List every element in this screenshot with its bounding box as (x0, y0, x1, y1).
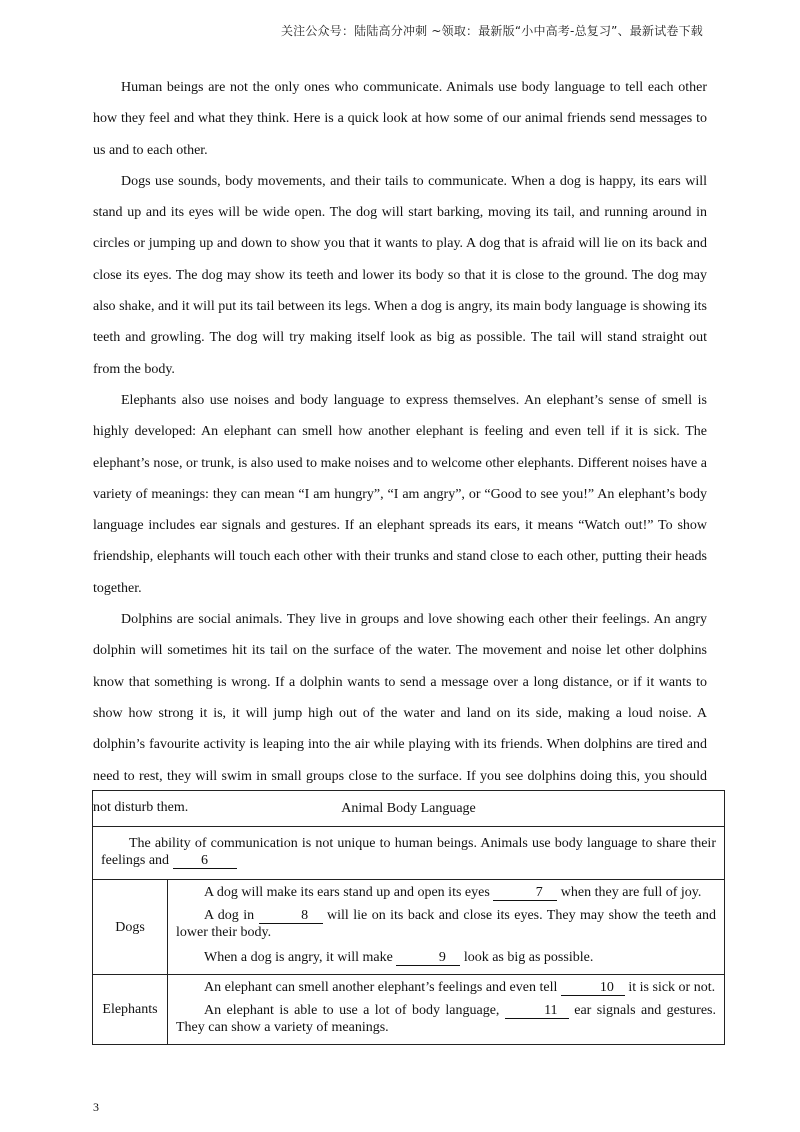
blank-11[interactable]: 11 (505, 1004, 569, 1019)
table-intro (93, 827, 725, 880)
elephants-line-1-end: it is sick or not. (628, 980, 716, 995)
blank-9[interactable]: 9 (396, 951, 460, 966)
page-header: 关注公众号：陆陆高分冲刺 ~领取：最新版“小中高考-总复习”、最新试卷下载 (280, 24, 703, 38)
animal-body-language-table (92, 790, 725, 1045)
blank-10[interactable]: 10 (561, 981, 625, 996)
dogs-line-1 (176, 884, 716, 901)
blank-8[interactable]: 8 (259, 909, 323, 924)
elephants-line-2-end: ear signals and gestures. They can show a variety of meanings. (176, 1003, 717, 1035)
page-number: 3 (93, 1100, 99, 1114)
elephants-line-1-text: An elephant can smell another elephant’s feelings and even tell (204, 980, 558, 995)
dogs-line-2 (176, 907, 716, 941)
intro-text: The ability of communication is not unique to human beings. Animals use body language to share their feelings and (101, 836, 716, 868)
table-title: Animal Body Language (93, 791, 725, 827)
elephants-content (168, 975, 725, 1045)
row-label-elephants: Elephants (93, 975, 168, 1045)
elephants-line-2 (176, 1002, 716, 1036)
dogs-line-3 (176, 949, 716, 966)
dogs-line-1-text: A dog will make its ears stand up and open its eyes (204, 885, 490, 900)
paragraph-dolphins: Dolphins are social animals. They live in groups and love showing each other their feelings. An angry dolphin will sometimes hit its tail on the surface of the water. The movement and noise let other dolphins know that something is wrong. If a dolphin wants to send a message over a long distance, or if it wants to show how strong it is, it will jump high out of the water and land on its side, making a loud noise. A dolphin’s favourite activity is leaping into the air while playing with its friends. When dolphins are tired and need to rest, they will swim in small groups close to the surface. If you see dolphins doing this, you should not disturb them. (93, 612, 707, 815)
elephants-line-1 (176, 979, 716, 996)
dogs-line-1-end: when they are full of joy. (560, 885, 702, 900)
reading-passage (93, 72, 707, 823)
dogs-line-2-text: A dog in (204, 908, 255, 923)
row-label-dogs: Dogs (93, 880, 168, 975)
dogs-content (168, 880, 725, 975)
dogs-line-3-text: When a dog is angry, it will make (204, 950, 393, 965)
blank-6[interactable]: 6 (173, 854, 237, 869)
paragraph-intro: Human beings are not the only ones who communicate. Animals use body language to tell each other how they feel and what they think. Here is a quick look at how some of our animal friends send messages to us and to each other. (93, 80, 707, 158)
elephants-line-2-text: An elephant is able to use a lot of body language, (204, 1003, 500, 1018)
paragraph-dogs: Dogs use sounds, body movements, and their tails to communicate. When a dog is happy, its ears will stand up and its eyes will be wide open. The dog will start barking, moving its tail, and running around in circles or jumping up and down to show you that it wants to play. A dog that is afraid will lie on its back and close its eyes. The dog may show its teeth and lower its body so that it is close to the ground. The dog may also shake, and it will put its tail between its legs. When a dog is angry, its main body language is showing its teeth and growling. The dog will try making itself look as big as possible. The tail will stand straight out from the body. (93, 173, 707, 377)
dogs-line-3-end: look as big as possible. (463, 950, 594, 965)
paragraph-elephants: Elephants also use noises and body language to express themselves. An elephant’s sense of smell is highly developed: An elephant can smell how another elephant is feeling and even tell if it is sick. The elephant’s nose, or trunk, is also used to make noises and to welcome other elephants. Different noises have a variety of meanings: they can mean “I am hungry”, “I am angry”, or “Good to see you!” An elephant’s body language includes ear signals and gestures. If an elephant spreads its ears, it means “Watch out!” To show friendship, elephants will touch each other with their trunks and stand close to each other, putting their heads together. (93, 392, 707, 596)
dogs-line-2-end: will lie on its back and close its eyes. They may show the teeth and lower their body. (176, 908, 716, 940)
blank-7[interactable]: 7 (493, 886, 557, 901)
